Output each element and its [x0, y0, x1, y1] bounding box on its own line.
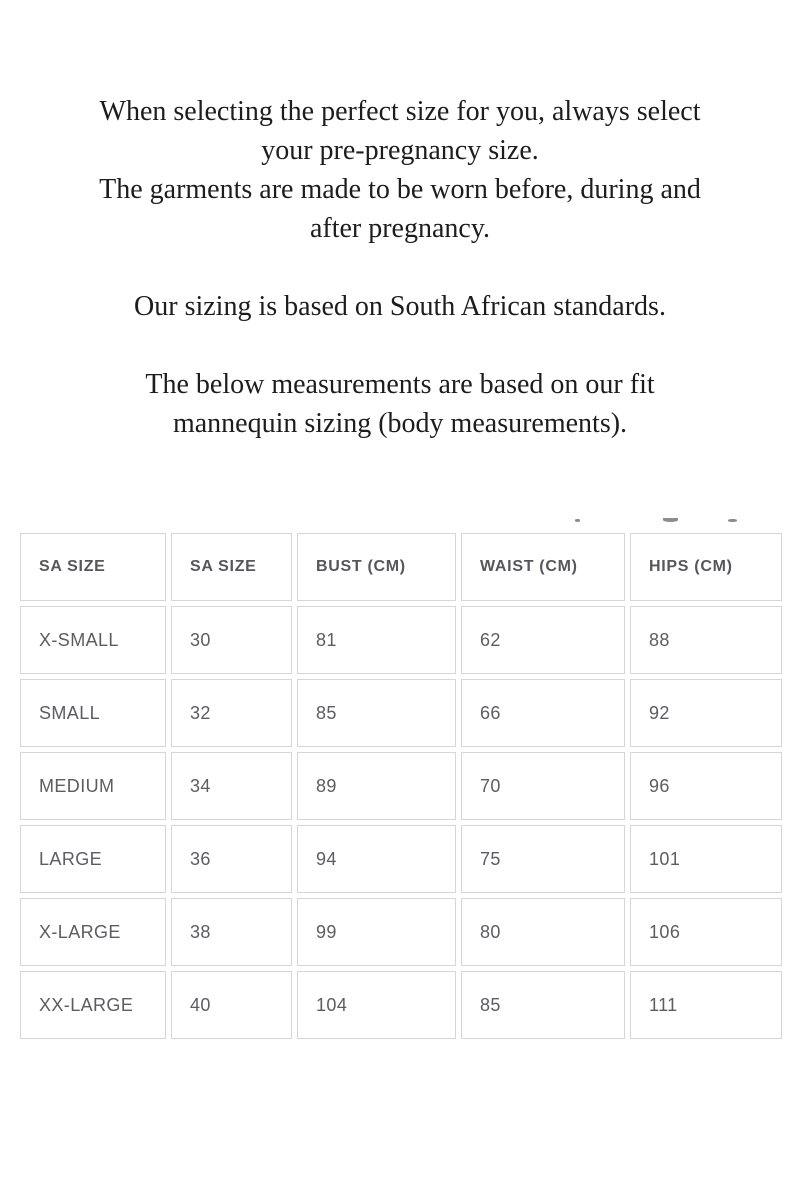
table-cell-waist: 75 [461, 825, 625, 893]
table-cell-hips: 106 [630, 898, 782, 966]
column-header-sa-size-2: SA SIZE [171, 533, 292, 601]
table-cell-waist: 80 [461, 898, 625, 966]
table-cell-size-name: XX-LARGE [20, 971, 166, 1039]
table-cell-hips: 111 [630, 971, 782, 1039]
table-cell-hips: 92 [630, 679, 782, 747]
table-cell-bust: 104 [297, 971, 456, 1039]
table-cell-sa-size: 36 [171, 825, 292, 893]
intro-line: The below measurements are based on our fit [145, 369, 655, 400]
table-cell-waist: 85 [461, 971, 625, 1039]
table-cell-waist: 62 [461, 606, 625, 674]
table-cell-size-name: SMALL [20, 679, 166, 747]
table-cell-bust: 85 [297, 679, 456, 747]
cropped-text-artifact [575, 519, 580, 522]
intro-line: The garments are made to be worn before, during and [99, 174, 701, 205]
table-cell-sa-size: 40 [171, 971, 292, 1039]
column-header-sa-size: SA SIZE [20, 533, 166, 601]
intro-paragraph-3 [0, 365, 800, 443]
table-cell-size-name: X-SMALL [20, 606, 166, 674]
intro-line: When selecting the perfect size for you, always select [99, 96, 701, 127]
size-table [20, 533, 782, 1039]
table-cell-bust: 81 [297, 606, 456, 674]
table-cell-hips: 101 [630, 825, 782, 893]
table-cell-size-name: X-LARGE [20, 898, 166, 966]
intro-paragraph-1 [0, 92, 800, 248]
column-header-bust-cm: BUST (CM) [297, 533, 456, 601]
table-cell-size-name: MEDIUM [20, 752, 166, 820]
intro-paragraph-2 [0, 287, 800, 326]
table-cell-sa-size: 34 [171, 752, 292, 820]
table-cell-size-name: LARGE [20, 825, 166, 893]
table-cell-sa-size: 30 [171, 606, 292, 674]
cropped-text-artifact [663, 518, 678, 522]
column-header-hips-cm: HIPS (CM) [630, 533, 782, 601]
table-cell-hips: 96 [630, 752, 782, 820]
table-cell-hips: 88 [630, 606, 782, 674]
cropped-text-artifact [728, 519, 737, 522]
table-cell-waist: 70 [461, 752, 625, 820]
intro-line: mannequin sizing (body measurements). [172, 408, 628, 439]
table-cell-sa-size: 32 [171, 679, 292, 747]
intro-line: your pre-pregnancy size. [261, 135, 539, 166]
column-header-waist-cm: WAIST (CM) [461, 533, 625, 601]
intro-text-block [0, 92, 800, 482]
intro-line: Our sizing is based on South African standards. [134, 291, 666, 322]
table-cell-sa-size: 38 [171, 898, 292, 966]
intro-line: after pregnancy. [309, 213, 491, 244]
table-cell-bust: 94 [297, 825, 456, 893]
table-cell-bust: 89 [297, 752, 456, 820]
table-cell-bust: 99 [297, 898, 456, 966]
table-cell-waist: 66 [461, 679, 625, 747]
